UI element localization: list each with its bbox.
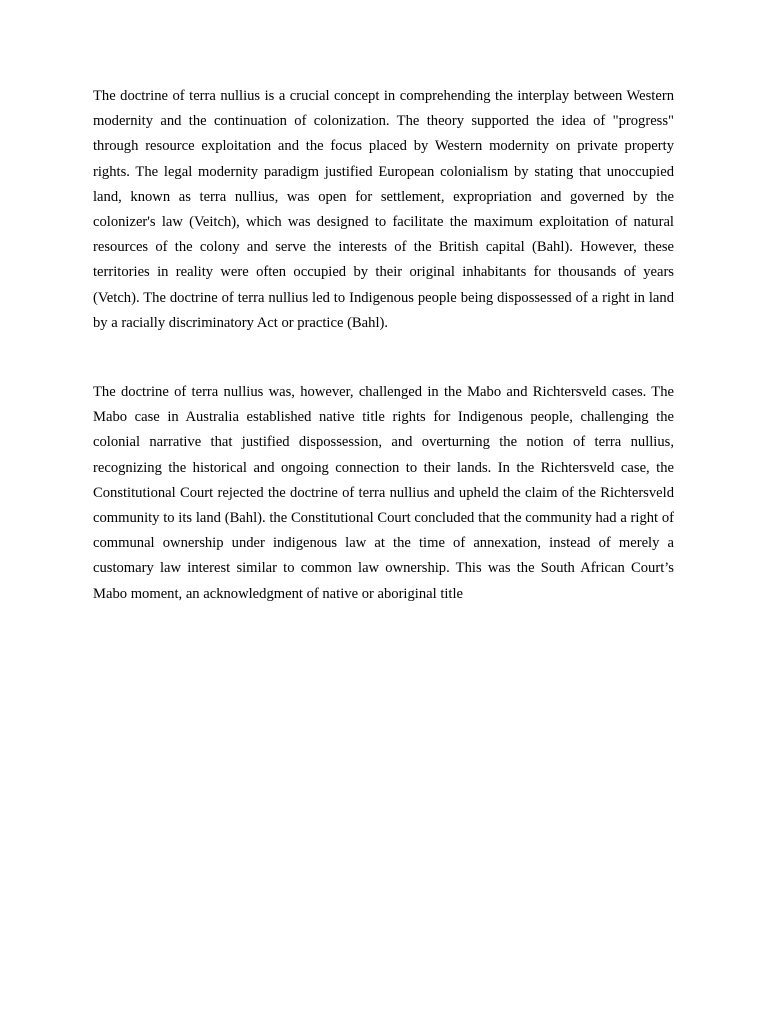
paragraph-terra-nullius-doctrine: The doctrine of terra nullius is a crucial concept in comprehending the interplay between Western modernity and the continuation of colonization. The theory supported the idea of "progress" through resource exploitation and the focus placed by Western modernity on private property rights. The legal modernity paradigm justified European colonialism by stating that unoccupied land, known as terra nullius, was open for settlement, expropriation and governed by the colonizer's law (Veitch), which was designed to facilitate the maximum exploitation of natural resources of the colony and serve the interests of the British capital (Bahl). However, these territories in reality were often occupied by their original inhabitants for thousands of years (Vetch). The doctrine of terra nullius led to Indigenous people being dispossessed of a right in land by a racially discriminatory Act or practice (Bahl).	[93, 88, 674, 331]
paragraph-mabo-richtersveld-cases: The doctrine of terra nullius was, however, challenged in the Mabo and Richtersveld cases. The Mabo case in Australia established native title rights for Indigenous people, challenging the colonial narrative that justified dispossession, and overturning the notion of terra nullius, recognizing the historical and ongoing connection to their lands. In the Richtersveld case, the Constitutional Court rejected the doctrine of terra nullius and upheld the claim of the Richtersveld community to its land (Bahl). the Constitutional Court concluded that the community had a right of communal ownership under indigenous law at the time of annexation, instead of merely a customary law interest similar to common law ownership. This was the South African Court’s Mabo moment, an acknowledgment of native or aboriginal title	[93, 384, 674, 602]
